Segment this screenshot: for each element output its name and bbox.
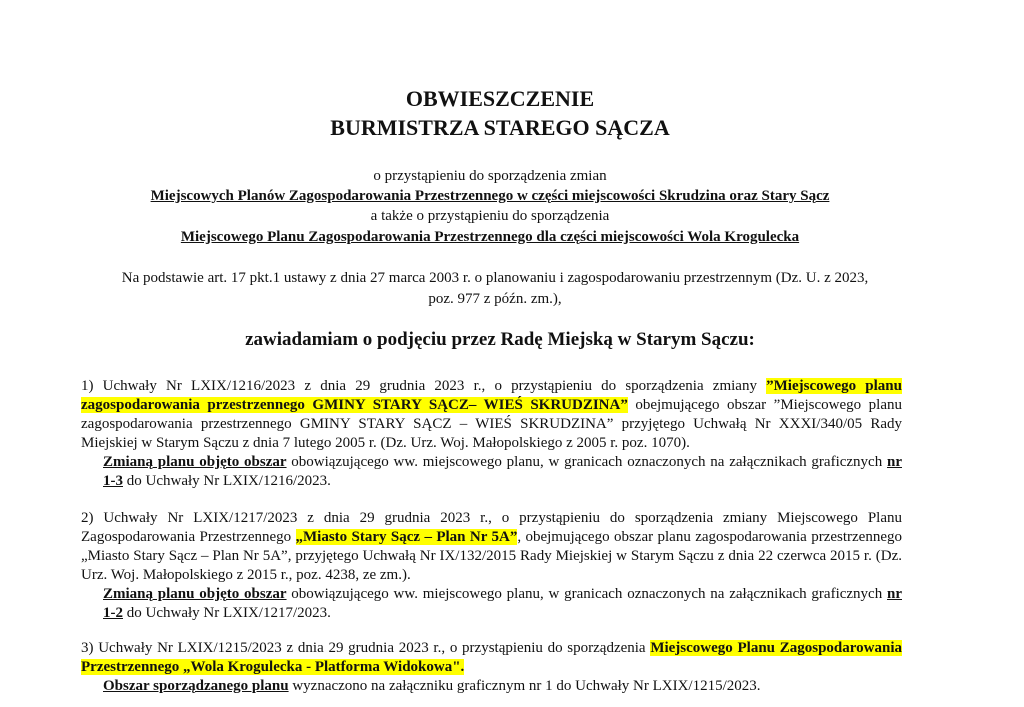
resolution-item-3 bbox=[81, 639, 902, 696]
item-2-attachment-ref: nr 1-2 bbox=[103, 586, 902, 621]
item-3-note bbox=[81, 677, 902, 696]
item-1-attachment-ref: nr 1-3 bbox=[103, 454, 902, 489]
item-1-note bbox=[81, 453, 902, 491]
item-1-text: obejmującego obszar ”Miejscowego planu zagospodarowania przestrzennego GMINY STARY SĄCZ – WIEŚ SKRUDZINA” przyjętego Uchwałą Nr XXXI/340/05 Rady Miejskiej w Starym Sączu z dnia 7 lutego 2005 r. (Dz. Urz. Woj. Małopolskiego z 2005 r. poz. 1070). bbox=[81, 397, 902, 451]
item-3-lead: 3) Uchwały Nr LXIX/1215/2023 z dnia 29 grudnia 2023 r., o przystąpieniu do sporządzenia bbox=[81, 640, 651, 656]
announcement-heading: zawiadamiam o podjęciu przez Radę Miejską w Starym Sączu: bbox=[245, 329, 755, 350]
item-1-plan-name: ”Miejscowego planu zagospodarowania przestrzennego GMINY STARY SĄCZ– WIEŚ SKRUDZINA” bbox=[81, 378, 902, 413]
legal-basis-line-1: Na podstawie art. 17 pkt.1 ustawy z dnia 27 marca 2003 r. o planowaniu i zagospodarowaniu przestrzennym (Dz. U. z 2023, bbox=[121, 270, 869, 286]
resolution-item-1 bbox=[81, 377, 902, 491]
item-2-note bbox=[81, 585, 902, 623]
item-1-lead: 1) Uchwały Nr LXIX/1216/2023 z dnia 29 grudnia 2023 r., o przystąpieniu do sporządzenia zmiany bbox=[81, 378, 767, 394]
legal-basis-line-2: poz. 977 z późn. zm.), bbox=[428, 291, 562, 307]
item-3-plan-name: Miejscowego Planu Zagospodarowania Przestrzennego „Wola Krogulecka - Platforma Widokowa". bbox=[81, 640, 903, 675]
intro-line-4: Miejscowego Planu Zagospodarowania Przestrzennego dla części miejscowości Wola Krogulecka bbox=[180, 229, 800, 245]
item-2-text: , obejmującego obszar planu zagospodarowania przestrzennego „Miasto Stary Sącz – Plan Nr 5A”, przyjętego Uchwałą Nr IX/132/2015 Rady Miejskiej w Starym Sączu z dnia 22 czerwca 2015 r. (Dz. Urz. Woj. Małopolskiego z 2015 r., poz. 4238, ze zm.). bbox=[81, 529, 902, 583]
item-2-note-label: Zmianą planu objęto obszar bbox=[103, 586, 287, 602]
legal-basis bbox=[70, 268, 920, 310]
item-2-lead: 2) Uchwały Nr LXIX/1217/2023 z dnia 29 grudnia 2023 r., o przystąpieniu do sporządzenia zmiany Miejscowego Planu Zagospodarowania Przestrzennego bbox=[81, 510, 902, 545]
item-2-note-end: do Uchwały Nr LXIX/1217/2023. bbox=[123, 605, 331, 621]
intro-line-2: Miejscowych Planów Zagospodarowania Przestrzennego w części miejscowości Skrudzina oraz Stary Sącz bbox=[150, 188, 830, 204]
item-1-note-text: obowiązującego ww. miejscowego planu, w granicach oznaczonych na załącznikach graficznych bbox=[286, 454, 887, 470]
document-subtitle: BURMISTRZA STAREGO SĄCZA bbox=[330, 115, 670, 140]
item-2-plan-name: „Miasto Stary Sącz – Plan Nr 5A” bbox=[295, 529, 518, 545]
item-3-note-text: wyznaczono na załączniku graficznym nr 1 do Uchwały Nr LXIX/1215/2023. bbox=[288, 678, 761, 694]
intro-line-1: o przystąpieniu do sporządzenia zmian bbox=[373, 168, 607, 184]
item-3-note-label: Obszar sporządzanego planu bbox=[103, 678, 289, 694]
document-title: OBWIESZCZENIE bbox=[405, 86, 595, 111]
intro-line-3: a także o przystąpieniu do sporządzenia bbox=[370, 208, 610, 224]
item-2-note-text: obowiązującego ww. miejscowego planu, w granicach oznaczonych na załącznikach graficznych bbox=[286, 586, 887, 602]
item-1-note-label: Zmianą planu objęto obszar bbox=[103, 454, 287, 470]
resolution-item-2 bbox=[81, 509, 902, 623]
item-1-note-end: do Uchwały Nr LXIX/1216/2023. bbox=[123, 473, 331, 489]
